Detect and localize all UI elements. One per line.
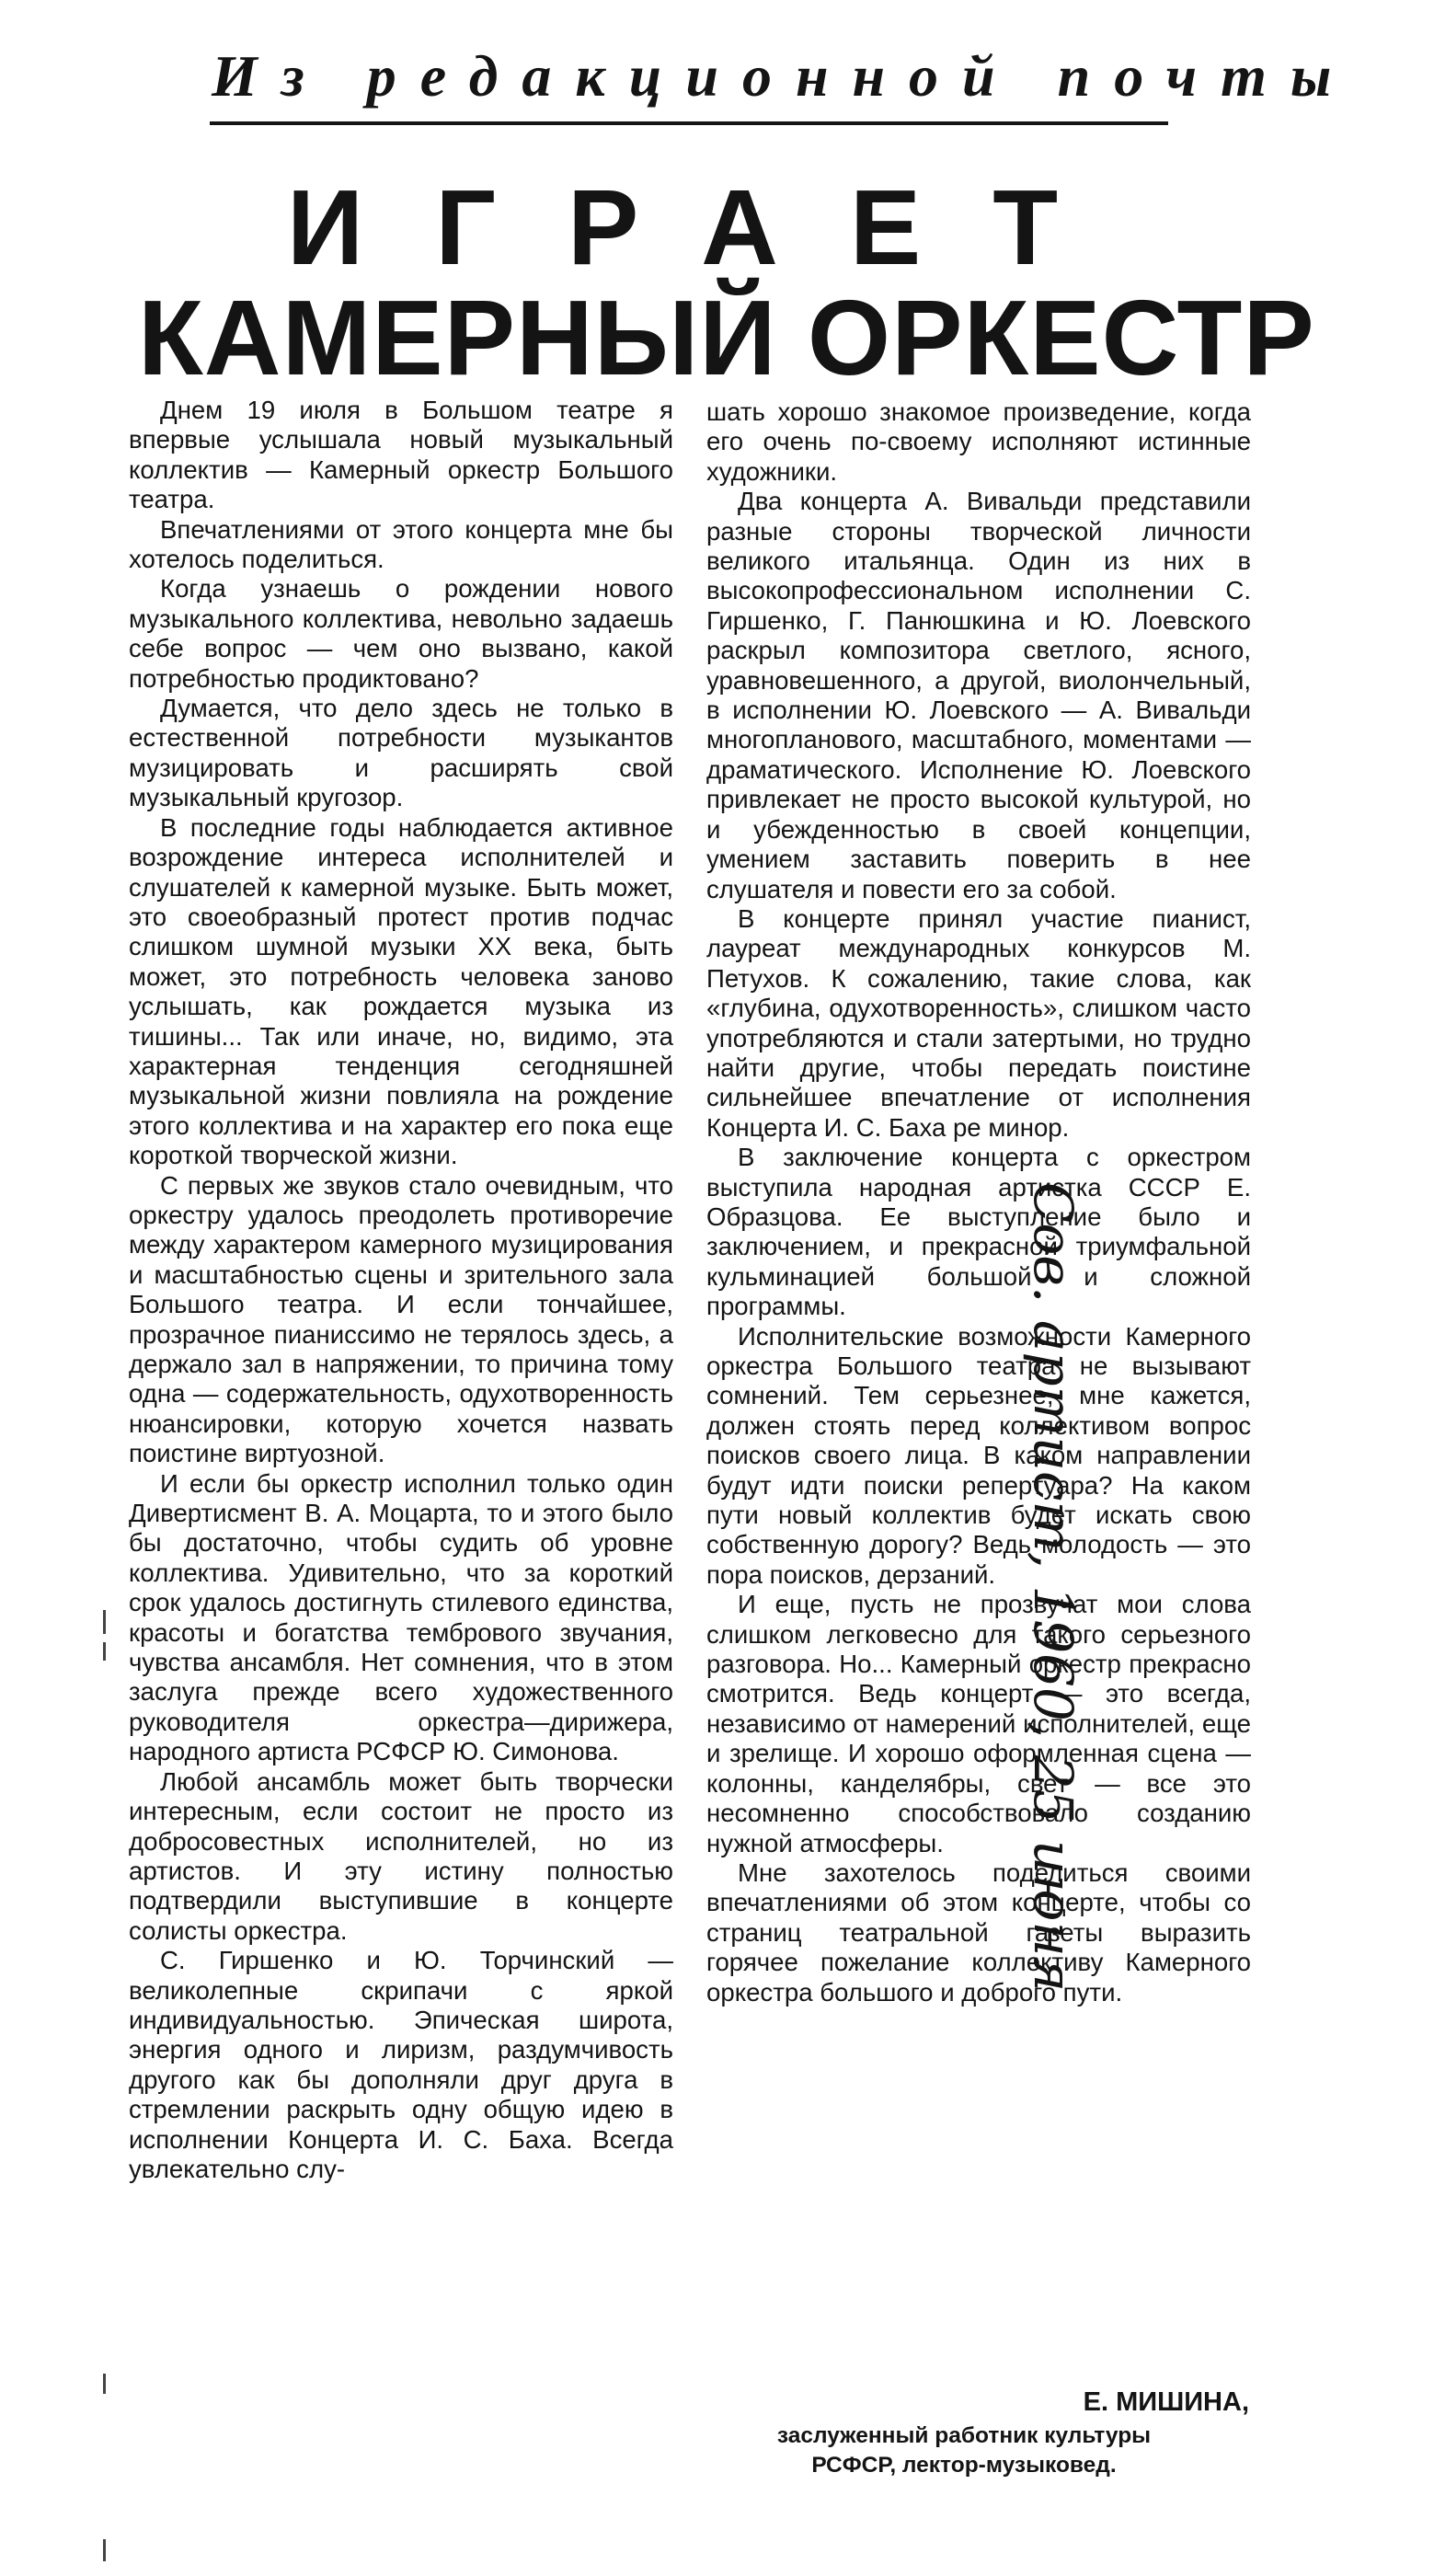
paragraph: Днем 19 июля в Большом театре я впервые услышала новый музыкальный коллектив — Камерный оркестр Большого театра.: [129, 396, 673, 514]
author-credit-line-1: заслуженный работник культуры: [776, 2423, 1152, 2448]
paragraph: Думается, что дело здесь не только в естественной потребности музыкантов музицировать и расширять свой музыкальный кругозор.: [129, 694, 673, 812]
section-rubric: Из редакционной почты: [212, 43, 1356, 109]
author-credit-line-2: РСФСР, лектор-музыковед.: [811, 2453, 1117, 2478]
headline-line-1: ИГРАЕТ: [286, 167, 1130, 287]
paragraph: Исполнительские возможности Камерного оркестра Большого театра не вызывают сомнений. Тем серьезнее, мне кажется, должен стоять перед коллективом вопрос поисков своего лица. В каком направлении будут идти поиски репертуара? На каком пути новый коллектив будет искать свою собственную дорогу? Ведь молодость — это пора поисков, дерзаний.: [706, 1321, 1251, 1589]
article-column-left: [129, 396, 673, 2184]
margin-mark: [103, 2374, 106, 2394]
paragraph: В последние годы наблюдается активное возрождение интереса исполнителей и слушателей к камерной музыке. Быть может, это своеобразный протест против подчас слишком шумной музыки XX века, быть может, это потребность человека заново услышать, как рождается музыка из тишины... Так или иначе, но, видимо, эта характерная тенденция сегодняшней музыкальной жизни повлияла на рождение этого коллектива и на характер его пока еще короткой творческой жизни.: [129, 812, 673, 1170]
paragraph: Два концерта А. Вивальди представили разные стороны творческой личности великого итальянца. Один из них в высокопрофессиональном исполнении С. Гиршенко, Г. Панюшкина и Ю. Лоевского раскрыл композитора светлого, ясного, уравновешенного, а другой, виолончельный, в исполнении Ю. Лоевского — А. Вивальди многопланового, масштабного, моментами — драматического. Исполнение Ю. Лоевского привлекает не просто высокой культурой, но и убежденностью в своей концепции, умением заставить поверить в нее слушателя и повести его за собой.: [706, 487, 1251, 903]
paragraph: Мне захотелось поделиться своими впечатлениями об этом концерте, чтобы со страниц театральной газеты выразить горячее пожелание коллективу Камерного оркестра большого и доброго пути.: [706, 1857, 1251, 2007]
paragraph: С первых же звуков стало очевидным, что оркестру удалось преодолеть противоречие между характером камерного музицирования и масштабностью сцены и зрительного зала Большого театра. И если тончайшее, прозрачное пианиссимо не терялось здесь, а держало зал в напряжении, то причина тому одна — содержательность, одухотворенность нюансировки, которую хочется назвать поистине виртуозной.: [129, 1170, 673, 1468]
paragraph: И еще, пусть не прозвучат мои слова слишком легковесно для такого серьезного разговора. Но... Камерный оркестр прекрасно смотрится. Ведь концерт — это всегда, независимо от намерений исполнителей, еще и зрелище. И хорошо оформленная сцена — колонны, канделябры, свет — все это несомненно способствовало созданию нужной атмосферы.: [706, 1590, 1251, 1857]
article-column-right: [706, 397, 1251, 2007]
paragraph: В концерте принял участие пианист, лауреат международных конкурсов М. Петухов. К сожалению, такие слова, как «глубина, одухотворенность», слишком часто употребляются и стали затертыми, но трудно найти другие, чтобы передать поистине сильнейшее впечатление от исполнения Концерта И. С. Баха ре минор.: [706, 903, 1251, 1142]
paragraph: В заключение концерта с оркестром выступила народная артистка СССР Е. Образцова. Ее выступление было и заключением, и прекрасной триумфальной кульминацией большой и сложной программы.: [706, 1143, 1251, 1321]
paragraph-continued: шать хорошо знакомое произведение, когда его очень по-своему исполняют истинные художники.: [706, 397, 1251, 486]
paragraph: Когда узнаешь о рождении нового музыкального коллектива, невольно задаешь себе вопрос — чем оно вызвано, какой потребностью продиктовано?: [129, 574, 673, 693]
paragraph: Впечатлениями от этого концерта мне бы хотелось поделиться.: [129, 514, 673, 574]
rubric-underline: [210, 121, 1168, 125]
paragraph: С. Гиршенко и Ю. Торчинский — великолепные скрипачи с яркой индивидуальностью. Эпическая широта, энергия одного и лиризм, раздумчивость другого как бы дополняли друг друга в стремлении раскрыть одну общую идею в исполнении Концерта И. С. Баха. Всегда увлекательно слу-: [129, 1946, 673, 2183]
margin-mark: [103, 2539, 106, 2561]
author-credit: [706, 2421, 1222, 2480]
author-name: Е. МИШИНА,: [1083, 2387, 1249, 2417]
margin-mark: [103, 1642, 106, 1661]
headline-line-2: КАМЕРНЫЙ ОРКЕСТР: [138, 278, 1315, 397]
paragraph: И если бы оркестр исполнил только один Дивертисмент В. А. Моцарта, то и этого было бы достаточно, чтобы судить об уровне коллектива. Удивительно, что за короткий срок удалось достигнуть стилевого единства, красоты и богатства тембрового звучания, чувства ансамбля. Нет сомнения, что в этом заслуга прежде всего художественного руководителя оркестра—дирижера, народного артиста РСФСР Ю. Симонова.: [129, 1468, 673, 1766]
paragraph: Любой ансамбль может быть творчески интересным, если состоит не просто из добросовестных исполнителей, но из артистов. И эту истину полностью подтвердили выступившие в концерте солисты оркестра.: [129, 1766, 673, 1945]
handwritten-annotation: Сов. артист, 1960, 25 июня: [1022, 1182, 1084, 1993]
margin-mark: [103, 1610, 106, 1634]
